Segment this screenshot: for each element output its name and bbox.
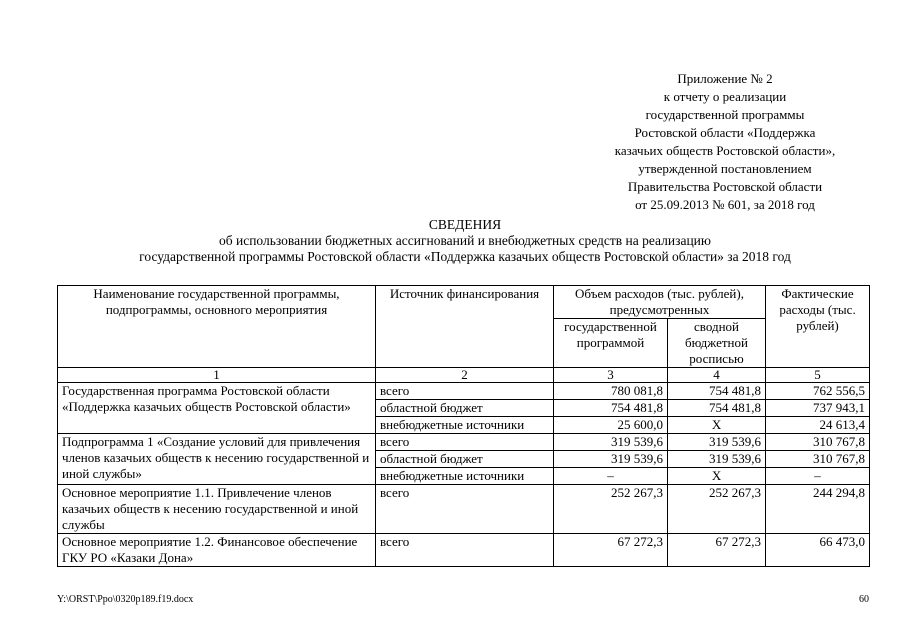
row-actual: 24 613,4 xyxy=(766,417,870,434)
appendix-line: от 25.09.2013 № 601, за 2018 год xyxy=(635,197,815,212)
row-state: 25 600,0 xyxy=(554,417,668,434)
row-budget: 67 272,3 xyxy=(668,534,766,567)
document-heading xyxy=(40,217,890,265)
row-source: областной бюджет xyxy=(376,451,554,468)
row-source: всего xyxy=(376,534,554,567)
expenditure-table xyxy=(57,285,870,567)
column-index: 5 xyxy=(766,368,870,383)
page-number: 60 xyxy=(859,594,869,605)
appendix-line: государственной программы xyxy=(645,107,805,122)
row-budget: Х xyxy=(668,417,766,434)
row-state: 319 539,6 xyxy=(554,451,668,468)
header-volume-budget: сводной бюджетной росписью xyxy=(668,319,766,368)
row-state: 780 081,8 xyxy=(554,383,668,400)
row-budget: 319 539,6 xyxy=(668,451,766,468)
row-state: 319 539,6 xyxy=(554,434,668,451)
row-budget: 754 481,8 xyxy=(668,383,766,400)
row-actual: – xyxy=(766,468,870,485)
row-source: всего xyxy=(376,383,554,400)
row-actual: 244 294,8 xyxy=(766,485,870,534)
document-title: СВЕДЕНИЯ xyxy=(428,217,502,232)
file-path: Y:\ORST\Ppo\0320p189.f19.docx xyxy=(57,594,194,605)
row-source: всего xyxy=(376,485,554,534)
row-actual: 310 767,8 xyxy=(766,451,870,468)
appendix-line: утвержденной постановлением xyxy=(638,161,812,176)
row-source: внебюджетные источники xyxy=(376,417,554,434)
header-volume: Объем расходов (тыс. рублей), предусмотренных xyxy=(554,286,766,319)
row-budget: 252 267,3 xyxy=(668,485,766,534)
document-subtitle-line2: государственной программы Ростовской области «Поддержка казачьих обществ Ростовской области» за 2018 год xyxy=(139,249,791,264)
appendix-line: Правительства Ростовской области xyxy=(627,179,823,194)
row-actual: 66 473,0 xyxy=(766,534,870,567)
row-budget: 319 539,6 xyxy=(668,434,766,451)
header-actual: Фактические расходы (тыс. рублей) xyxy=(766,286,870,368)
row-state: – xyxy=(554,468,668,485)
table-row xyxy=(58,534,870,567)
row-budget: Х xyxy=(668,468,766,485)
row-state: 754 481,8 xyxy=(554,400,668,417)
row-source: внебюджетные источники xyxy=(376,468,554,485)
row-budget: 754 481,8 xyxy=(668,400,766,417)
appendix-line: Ростовской области «Поддержка xyxy=(634,125,816,140)
row-source: всего xyxy=(376,434,554,451)
appendix-line: Приложение № 2 xyxy=(677,71,773,86)
row-name: Подпрограмма 1 «Создание условий для привлечения членов казачьих обществ к несению государственной и иной службы» xyxy=(58,434,376,485)
appendix-note xyxy=(560,70,890,214)
column-index: 3 xyxy=(554,368,668,383)
table-row xyxy=(58,434,870,451)
row-actual: 310 767,8 xyxy=(766,434,870,451)
row-name: Основное мероприятие 1.1. Привлечение членов казачьих обществ к несению государственной и иной службы xyxy=(58,485,376,534)
appendix-line: казачьих обществ Ростовской области», xyxy=(614,143,836,158)
appendix-line: к отчету о реализации xyxy=(663,89,787,104)
header-volume-state: государственной программой xyxy=(554,319,668,368)
row-actual: 737 943,1 xyxy=(766,400,870,417)
column-index-row xyxy=(58,368,870,383)
header-name: Наименование государственной программы, подпрограммы, основного мероприятия xyxy=(58,286,376,368)
header-source: Источник финансирования xyxy=(376,286,554,368)
column-index: 4 xyxy=(668,368,766,383)
row-actual: 762 556,5 xyxy=(766,383,870,400)
row-name: Государственная программа Ростовской области «Поддержка казачьих обществ Ростовской области» xyxy=(58,383,376,434)
row-name: Основное мероприятие 1.2. Финансовое обеспечение ГКУ РО «Казаки Дона» xyxy=(58,534,376,567)
row-state: 252 267,3 xyxy=(554,485,668,534)
table-row xyxy=(58,485,870,534)
document-subtitle-line1: об использовании бюджетных ассигнований и внебюджетных средств на реализацию xyxy=(219,233,711,248)
row-source: областной бюджет xyxy=(376,400,554,417)
row-state: 67 272,3 xyxy=(554,534,668,567)
table-row xyxy=(58,383,870,400)
column-index: 1 xyxy=(58,368,376,383)
column-index: 2 xyxy=(376,368,554,383)
